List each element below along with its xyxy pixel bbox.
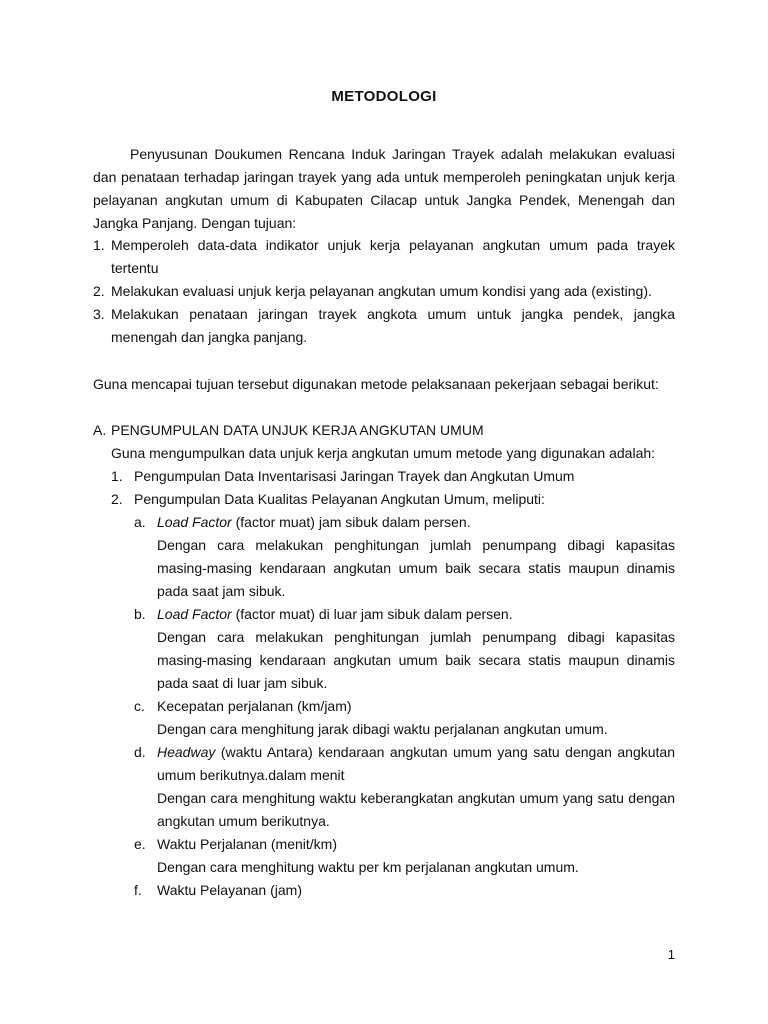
alpha-marker: c. [134, 698, 145, 714]
method-lead: Guna mencapai tujuan tersebut digunakan metode pelaksanaan pekerjaan sebagai berikut: [93, 376, 659, 392]
goal-item [93, 234, 675, 280]
alpha-text: (factor muat) jam sibuk dalam persen. [231, 514, 471, 530]
goal-item [93, 303, 675, 349]
intro-section [93, 143, 675, 235]
alpha-marker: b. [134, 606, 146, 622]
alpha-text: Waktu Pelayanan (jam) [157, 882, 302, 898]
goals-list [93, 234, 675, 349]
alpha-desc: Dengan cara menghitung waktu per km perjalanan angkutan umum. [157, 859, 579, 875]
alpha-desc: Dengan cara menghitung waktu keberangkatan angkutan umum yang satu dengan angkutan umum berikutnya. [157, 790, 675, 829]
list-item [111, 465, 675, 488]
alpha-item [134, 695, 675, 741]
list-item-marker: 1. [111, 468, 123, 484]
alpha-italic: Load Factor [157, 606, 232, 622]
list-item-text: Pengumpulan Data Kualitas Pelayanan Angkutan Umum, meliputi: [134, 491, 545, 507]
goal-marker: 1. [93, 237, 105, 253]
goal-item [93, 280, 675, 303]
goal-text: Memperoleh data-data indikator unjuk kerja pelayanan angkutan umum pada trayek tertentu [111, 237, 675, 276]
page-title: METODOLOGI [331, 88, 437, 105]
goal-text: Melakukan evaluasi unjuk kerja pelayanan angkutan umum kondisi yang ada (existing). [111, 283, 652, 299]
alpha-desc: Dengan cara menghitung jarak dibagi waktu perjalanan angkutan umum. [157, 721, 608, 737]
alpha-item [134, 879, 675, 902]
alpha-desc: Dengan cara melakukan penghitungan jumlah penumpang dibagi kapasitas masing-masing kendaraan angkutan umum baik secara statis maupun dinamis pada saat jam sibuk. [157, 537, 675, 599]
page-number: 1 [667, 947, 675, 962]
alpha-text: Kecepatan perjalanan (km/jam) [157, 698, 352, 714]
goal-marker: 3. [93, 306, 105, 322]
alpha-marker: d. [134, 744, 146, 760]
list-item [111, 488, 675, 511]
section-heading-text: PENGUMPULAN DATA UNJUK KERJA ANGKUTAN UMUM [111, 422, 484, 438]
list-item-text: Pengumpulan Data Inventarisasi Jaringan Trayek dan Angkutan Umum [134, 468, 575, 484]
alpha-desc: Dengan cara melakukan penghitungan jumlah penumpang dibagi kapasitas masing-masing kendaraan angkutan umum baik secara statis maupun dinamis pada saat di luar jam sibuk. [157, 629, 675, 691]
goal-marker: 2. [93, 283, 105, 299]
alpha-marker: e. [134, 836, 146, 852]
alpha-italic: Headway [157, 744, 216, 760]
alpha-item [134, 603, 675, 695]
list-item-marker: 2. [111, 491, 123, 507]
alpha-italic: Load Factor [157, 514, 232, 530]
alpha-text: Waktu Perjalanan (menit/km) [157, 836, 337, 852]
alpha-item [134, 741, 675, 833]
alpha-text: (waktu Antara) kendaraan angkutan umum yang satu dengan angkutan umum berikutnya.dalam menit [157, 744, 675, 783]
goal-text: Melakukan penataan jaringan trayek angkota umum untuk jangka pendek, jangka menengah dan jangka panjang. [111, 306, 675, 345]
alpha-list [134, 511, 675, 902]
section-marker: A. [93, 422, 107, 438]
section-heading [93, 419, 675, 442]
alpha-item [134, 833, 675, 879]
intro-paragraph: Penyusunan Doukumen Rencana Induk Jaringan Trayek adalah melakukan evaluasi dan penataan terhadap jaringan trayek yang ada untuk memperoleh peningkatan unjuk kerja pelayanan angkutan umum di Kabupaten Cilacap untuk Jangka Pendek, Menengah dan Jangka Panjang. Dengan tujuan: [93, 146, 675, 231]
alpha-item [134, 511, 675, 603]
alpha-marker: f. [134, 882, 142, 898]
numbered-list [111, 465, 675, 902]
alpha-text: (factor muat) di luar jam sibuk dalam persen. [231, 606, 513, 622]
alpha-marker: a. [134, 514, 146, 530]
section-a [93, 419, 675, 902]
section-intro: Guna mengumpulkan data unjuk kerja angkutan umum metode yang digunakan adalah: [111, 445, 656, 461]
